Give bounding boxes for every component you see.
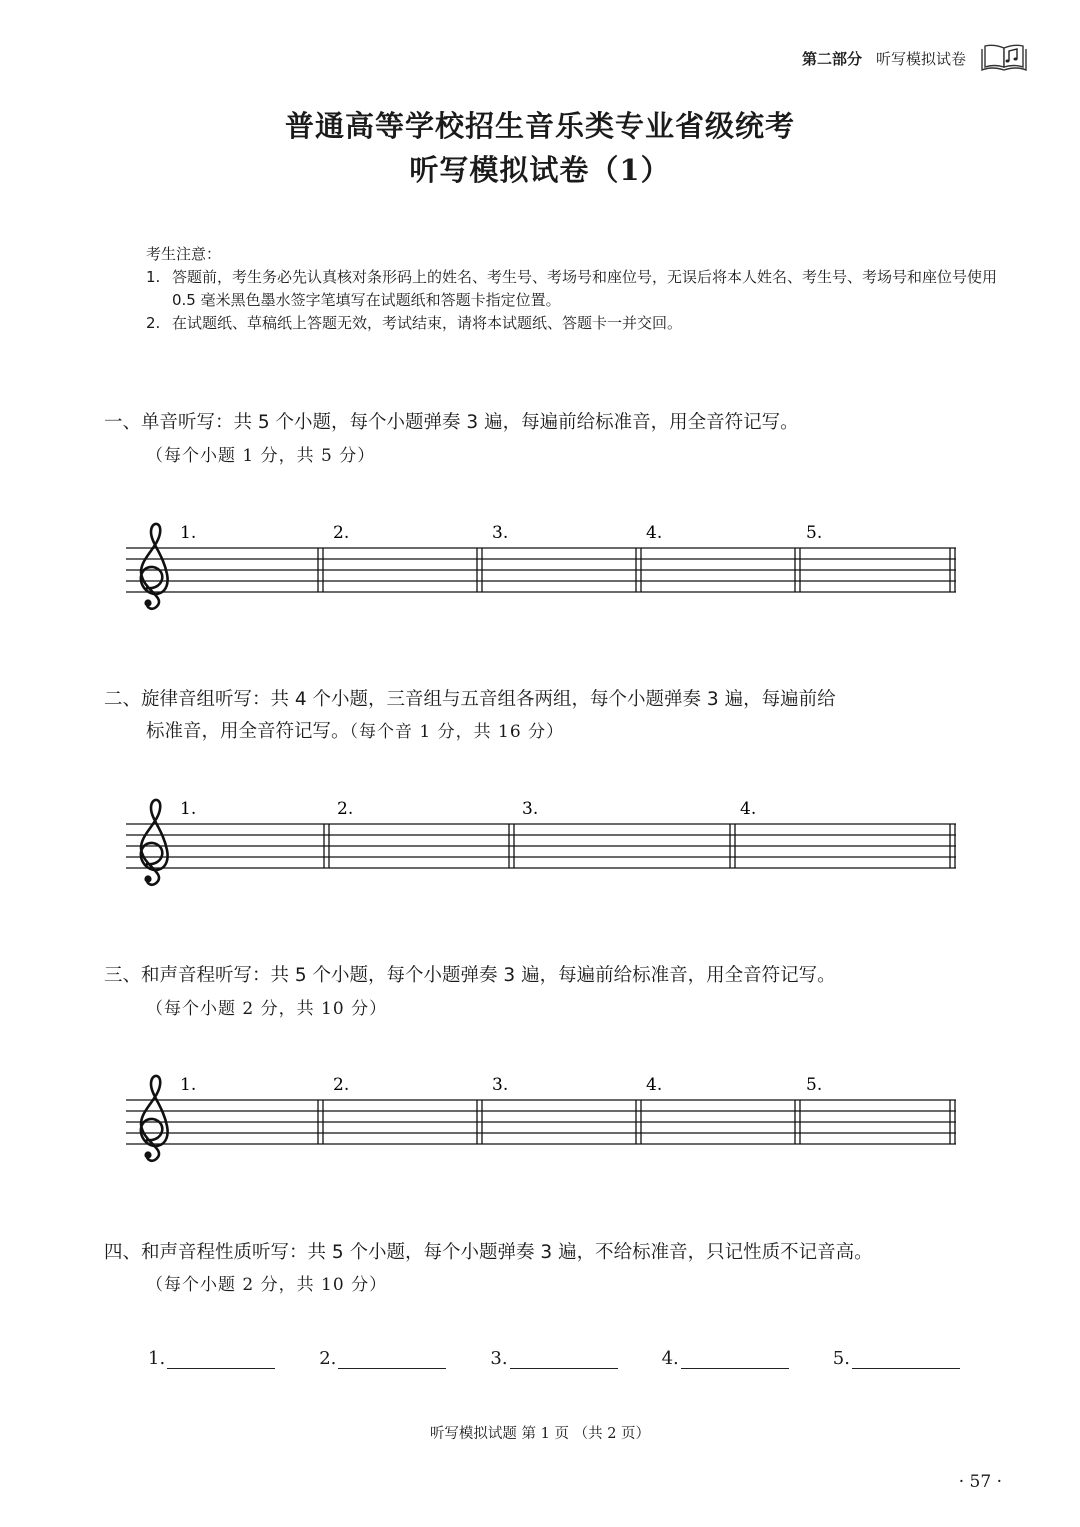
answer-blank-number: 3. (490, 1348, 508, 1369)
staff-3-label-2: 2. (333, 1075, 350, 1095)
answer-blank-1[interactable] (148, 1348, 275, 1369)
music-book-icon (980, 43, 1028, 73)
header-part: 第二部分 (801, 49, 862, 68)
notice-heading: 考生注意： (146, 245, 222, 263)
section-2-heading: 二、旋律音组听写：共 4 个小题，三音组与五音组各两组，每个小题弹奏 3 遍，每遍前给 (104, 689, 836, 710)
exam-notice (146, 243, 1006, 335)
staff-1-label-5: 5. (806, 523, 823, 543)
section-2-line2-text: 标准音，用全音符记写。 (146, 721, 350, 742)
answer-line[interactable] (852, 1348, 960, 1369)
running-header (802, 44, 1028, 72)
answer-blank-number: 2. (319, 1348, 337, 1369)
answer-blank-number: 4. (661, 1348, 679, 1369)
staff-3-label-4: 4. (646, 1075, 663, 1095)
answer-blank-number: 5. (832, 1348, 850, 1369)
section-3-score: （每个小题 2 分，共 10 分） (146, 999, 388, 1019)
notice-item (146, 312, 1006, 335)
section-4-score: （每个小题 2 分，共 10 分） (146, 1275, 388, 1295)
answer-line[interactable] (510, 1348, 618, 1369)
staff-1-label-2: 2. (333, 523, 350, 543)
answer-blank-3[interactable] (490, 1348, 617, 1369)
notice-item-number: 2. (146, 314, 161, 332)
staff-3-label-3: 3. (492, 1075, 509, 1095)
page-subtitle: 听写模拟试卷（1） (409, 153, 671, 187)
answer-blank-4[interactable] (662, 1348, 789, 1369)
notice-item-text: 答题前，考生务必先认真核对条形码上的姓名、考生号、考场号和座位号，无误后将本人姓名、考生号、考场号和座位号使用 0.5 毫米黑色墨水签字笔填写在试题纸和答题卡指定位置。 (172, 268, 998, 309)
section-1-score: （每个小题 1 分，共 5 分） (146, 446, 376, 466)
answer-blank-2[interactable] (319, 1348, 446, 1369)
staff-3-label-5: 5. (806, 1075, 823, 1095)
staff-1-label-1: 1. (180, 523, 197, 543)
section-4-heading: 四、和声音程性质听写：共 5 个小题，每个小题弹奏 3 遍，不给标准音，只记性质不记音高。 (104, 1242, 873, 1263)
staff-1-label-4: 4. (646, 523, 663, 543)
notice-item (146, 266, 1006, 312)
section-2-line2 (146, 717, 564, 743)
page-number: · 57 · (958, 1472, 1002, 1492)
staff-3-label-1: 1. (180, 1075, 197, 1095)
staff-2-label-1: 1. (180, 799, 197, 819)
page-title: 普通高等学校招生音乐类专业省级统考 (284, 109, 795, 143)
staff-3[interactable] (126, 1075, 956, 1161)
answer-blanks (148, 1348, 968, 1369)
header-section: 听写模拟试卷 (875, 49, 966, 68)
staff-1[interactable] (126, 523, 956, 609)
staff-1-label-3: 3. (492, 523, 509, 543)
staff-2-label-2: 2. (337, 799, 354, 819)
answer-line[interactable] (338, 1348, 446, 1369)
section-3-heading: 三、和声音程听写：共 5 个小题，每个小题弹奏 3 遍，每遍前给标准音，用全音符记写。 (104, 965, 836, 986)
section-1-heading: 一、单音听写：共 5 个小题，每个小题弹奏 3 遍，每遍前给标准音，用全音符记写。 (104, 412, 799, 433)
page-footer: 听写模拟试题 第 1 页 （共 2 页） (429, 1426, 651, 1442)
staff-2-label-4: 4. (740, 799, 757, 819)
answer-blank-5[interactable] (833, 1348, 960, 1369)
section-2-score: （每个音 1 分，共 16 分） (349, 722, 565, 742)
notice-item-number: 1. (146, 268, 161, 286)
answer-blank-number: 1. (148, 1348, 166, 1369)
answer-line[interactable] (167, 1348, 275, 1369)
notice-item-text: 在试题纸、草稿纸上答题无效，考试结束，请将本试题纸、答题卡一并交回。 (172, 314, 683, 332)
answer-line[interactable] (681, 1348, 789, 1369)
staff-2[interactable] (126, 799, 956, 885)
staff-2-label-3: 3. (522, 799, 539, 819)
